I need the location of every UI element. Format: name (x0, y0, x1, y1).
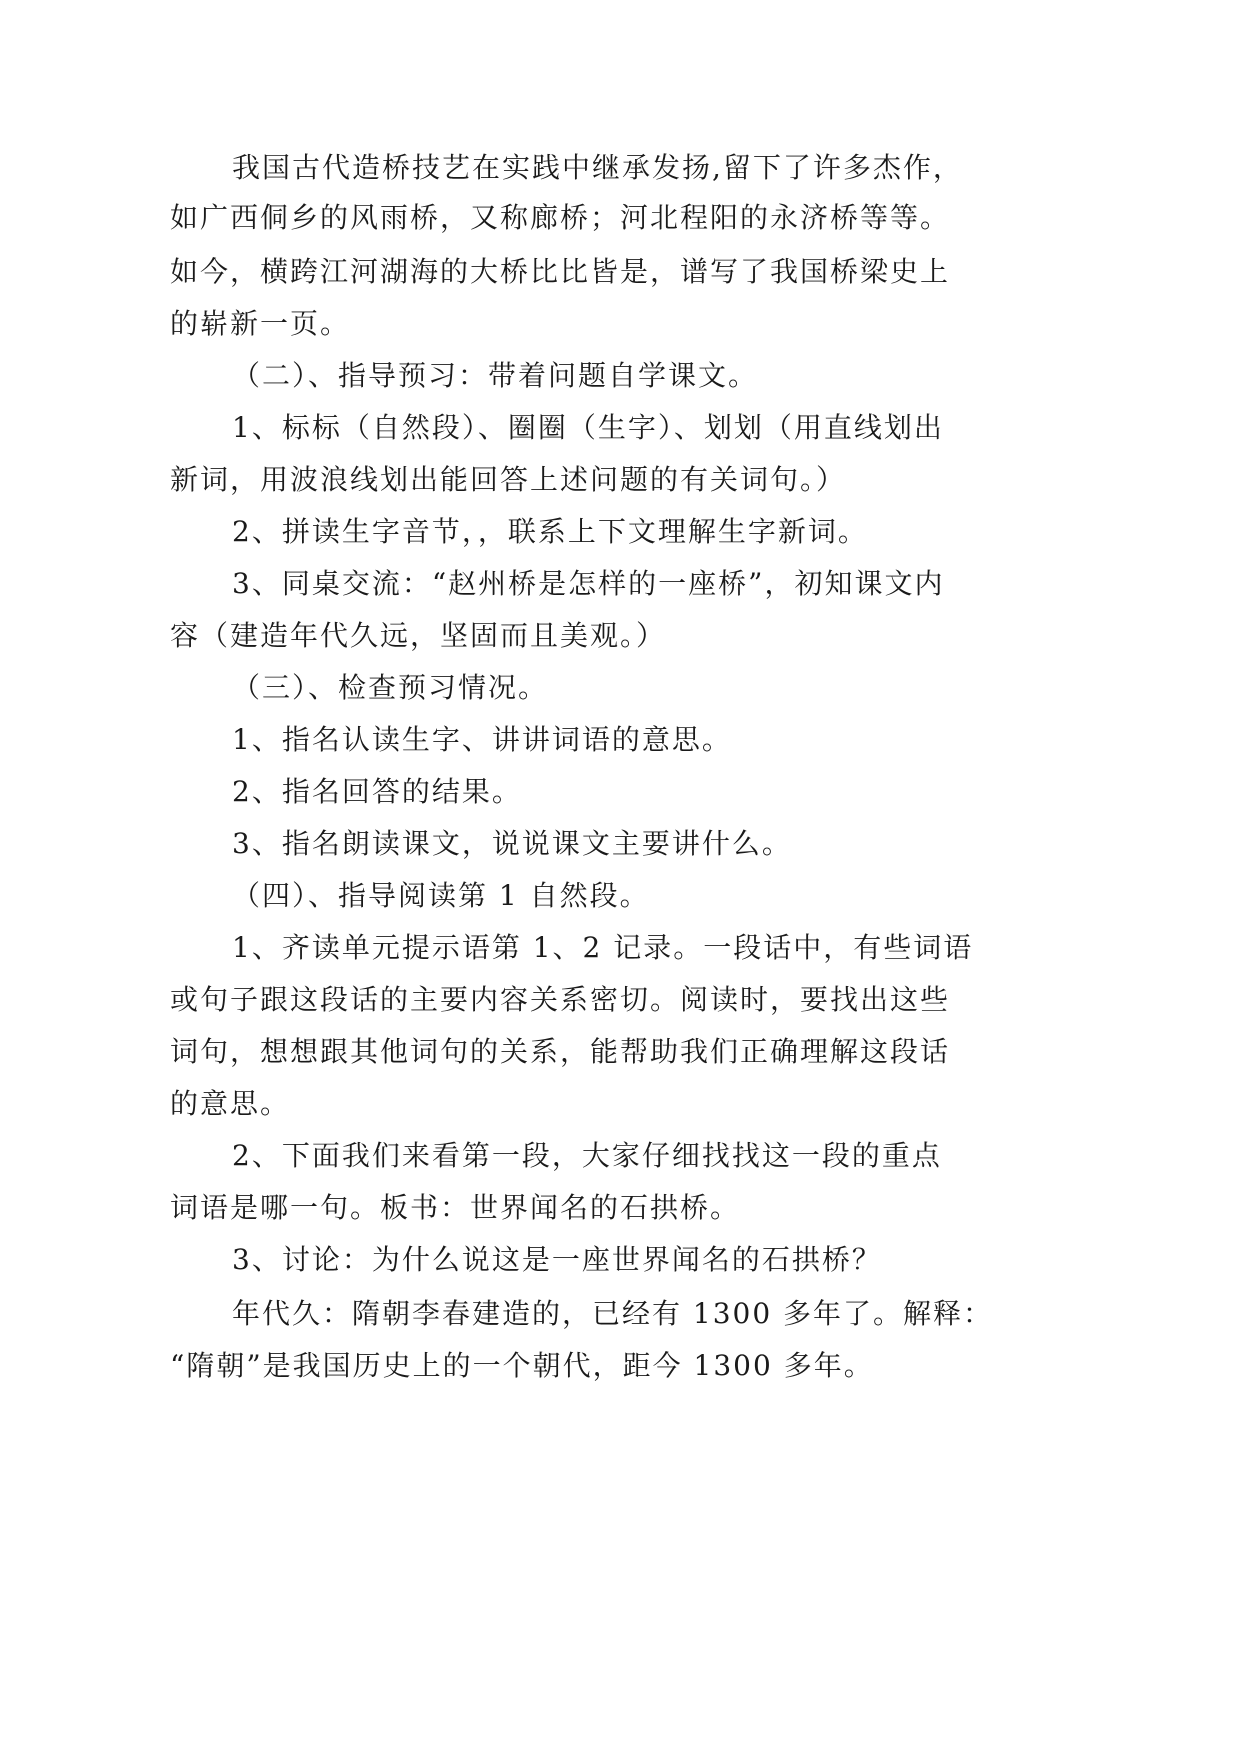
text-line-1: 我国古代造桥技艺在实践中继承发扬,留下了许多杰作， (232, 151, 963, 184)
text-line-20: 2、下面我们来看第一段，大家仔细找找这一段的重点 (232, 1139, 942, 1172)
text-line-9: 3、同桌交流：“赵州桥是怎样的一座桥”，初知课文内 (232, 567, 945, 600)
text-line-2: 如广西侗乡的风雨桥，又称廊桥；河北程阳的永济桥等等。 (170, 201, 951, 234)
text-line-4: 的崭新一页。 (170, 307, 351, 340)
text-line-14: 3、指名朗读课文，说说课文主要讲什么。 (232, 827, 792, 860)
section-heading-2: （二）、指导预习：带着问题自学课文。 (232, 359, 759, 392)
text-line-19: 的意思。 (170, 1087, 291, 1120)
text-line-6: 1、标标（自然段）、圈圈（生字）、划划（用直线划出 (232, 411, 944, 444)
text-line-10: 容（建造年代久远，坚固而且美观。） (170, 619, 667, 652)
text-line-13: 2、指名回答的结果。 (232, 775, 522, 808)
text-line-21: 词语是哪一句。板书：世界闻名的石拱桥。 (170, 1191, 741, 1224)
text-line-7: 新词，用波浪线划出能回答上述问题的有关词句。） (170, 463, 847, 496)
text-line-17: 或句子跟这段话的主要内容关系密切。阅读时，要找出这些 (170, 983, 951, 1016)
text-line-16: 1、齐读单元提示语第 1、2 记录。一段话中，有些词语 (232, 931, 974, 964)
text-line-12: 1、指名认读生字、讲讲词语的意思。 (232, 723, 732, 756)
text-line-8: 2、拼读生字音节，，联系上下文理解生字新词。 (232, 515, 868, 548)
text-line-3: 如今，横跨江河湖海的大桥比比皆是，谱写了我国桥梁史上 (170, 255, 951, 288)
text-line-22: 3、讨论：为什么说这是一座世界闻名的石拱桥？ (232, 1243, 882, 1276)
text-line-24: “隋朝”是我国历史上的一个朝代，距今 1300 多年。 (170, 1349, 874, 1382)
section-heading-3: （三）、检查预习情况。 (232, 671, 549, 704)
text-line-18: 词句，想想跟其他词句的关系，能帮助我们正确理解这段话 (170, 1035, 951, 1068)
section-heading-4: （四）、指导阅读第 1 自然段。 (232, 879, 650, 912)
text-line-23: 年代久：隋朝李春建造的，已经有 1300 多年了。解释： (232, 1297, 994, 1330)
